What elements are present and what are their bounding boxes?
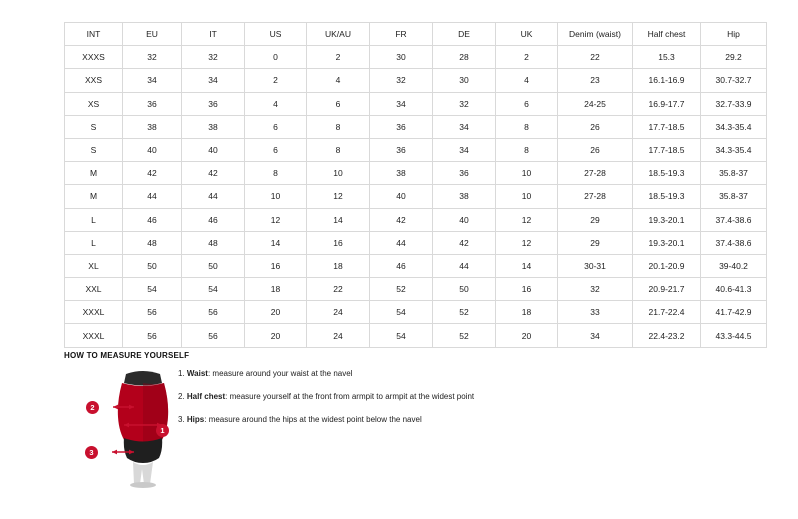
table-cell: 29 — [558, 208, 633, 231]
table-cell: 8 — [307, 115, 370, 138]
table-cell: 17.7-18.5 — [633, 138, 701, 161]
table-cell: 34 — [433, 115, 496, 138]
table-cell: 18 — [245, 278, 307, 301]
table-cell: 56 — [123, 301, 182, 324]
table-cell: 12 — [496, 208, 558, 231]
table-cell: 30 — [370, 46, 433, 69]
table-cell: 22 — [307, 278, 370, 301]
table-cell: 24 — [307, 301, 370, 324]
table-cell: 37.4-38.6 — [701, 231, 767, 254]
table-cell: 54 — [123, 278, 182, 301]
table-cell: 29 — [558, 231, 633, 254]
table-cell: 42 — [123, 162, 182, 185]
table-cell: 22.4-23.2 — [633, 324, 701, 347]
table-cell: 52 — [433, 301, 496, 324]
table-cell: 34 — [433, 138, 496, 161]
cell-size-label: S — [65, 138, 123, 161]
table-row — [65, 278, 767, 301]
table-cell: 10 — [496, 162, 558, 185]
table-row — [65, 231, 767, 254]
table-cell: 26 — [558, 115, 633, 138]
list-item — [178, 391, 578, 403]
table-cell: 20.9-21.7 — [633, 278, 701, 301]
table-cell: 34 — [182, 69, 245, 92]
table-cell: 54 — [182, 278, 245, 301]
table-cell: 40.6-41.3 — [701, 278, 767, 301]
table-cell: 18 — [496, 301, 558, 324]
table-cell: 2 — [245, 69, 307, 92]
note-number-1: 1. — [178, 369, 185, 378]
table-cell: 36 — [182, 92, 245, 115]
table-cell: 30-31 — [558, 254, 633, 277]
table-row — [65, 69, 767, 92]
table-row — [65, 185, 767, 208]
table-cell: 36 — [370, 115, 433, 138]
note-term-half-chest: Half chest — [186, 392, 226, 401]
size-chart-head — [65, 23, 767, 46]
table-cell: 43.3-44.5 — [701, 324, 767, 347]
column-header-it: IT — [182, 23, 245, 46]
table-cell: 32 — [433, 92, 496, 115]
table-cell: 12 — [496, 231, 558, 254]
table-cell: 6 — [245, 138, 307, 161]
table-cell: 16 — [307, 231, 370, 254]
table-cell: 40 — [123, 138, 182, 161]
table-cell: 38 — [433, 185, 496, 208]
table-cell: 29.2 — [701, 46, 767, 69]
table-cell: 32 — [182, 46, 245, 69]
note-term-hips: Hips — [186, 415, 205, 424]
table-cell: 0 — [245, 46, 307, 69]
cell-size-label: XXS — [65, 69, 123, 92]
table-cell: 20.1-20.9 — [633, 254, 701, 277]
note-number-2: 2. — [178, 392, 185, 401]
table-cell: 8 — [307, 138, 370, 161]
cell-size-label: XS — [65, 92, 123, 115]
table-cell: 54 — [370, 324, 433, 347]
table-row — [65, 208, 767, 231]
table-cell: 44 — [370, 231, 433, 254]
table-cell: 41.7-42.9 — [701, 301, 767, 324]
note-number-3: 3. — [178, 415, 185, 424]
table-cell: 38 — [123, 115, 182, 138]
cell-size-label: XXXL — [65, 301, 123, 324]
table-row — [65, 301, 767, 324]
table-cell: 8 — [496, 138, 558, 161]
table-cell: 32.7-33.9 — [701, 92, 767, 115]
table-row — [65, 324, 767, 347]
column-header-de: DE — [433, 23, 496, 46]
table-cell: 56 — [182, 301, 245, 324]
column-header-fr: FR — [370, 23, 433, 46]
table-cell: 27-28 — [558, 162, 633, 185]
table-cell: 4 — [496, 69, 558, 92]
column-header-eu: EU — [123, 23, 182, 46]
table-cell: 32 — [558, 278, 633, 301]
table-cell: 44 — [182, 185, 245, 208]
size-chart-table — [64, 22, 767, 348]
table-cell: 2 — [307, 46, 370, 69]
table-cell: 21.7-22.4 — [633, 301, 701, 324]
table-cell: 44 — [123, 185, 182, 208]
table-row — [65, 254, 767, 277]
table-cell: 10 — [496, 185, 558, 208]
table-row — [65, 138, 767, 161]
table-cell: 44 — [433, 254, 496, 277]
table-cell: 17.7-18.5 — [633, 115, 701, 138]
table-cell: 16.1-16.9 — [633, 69, 701, 92]
table-header-row — [65, 23, 767, 46]
table-cell: 23 — [558, 69, 633, 92]
table-cell: 34 — [558, 324, 633, 347]
table-cell: 40 — [182, 138, 245, 161]
table-cell: 48 — [123, 231, 182, 254]
column-header-half-chest: Half chest — [633, 23, 701, 46]
table-cell: 52 — [433, 324, 496, 347]
table-row — [65, 46, 767, 69]
table-cell: 36 — [433, 162, 496, 185]
table-row — [65, 162, 767, 185]
table-cell: 15.3 — [633, 46, 701, 69]
table-cell: 40 — [433, 208, 496, 231]
cell-size-label: M — [65, 162, 123, 185]
table-cell: 42 — [433, 231, 496, 254]
table-cell: 36 — [370, 138, 433, 161]
table-cell: 42 — [370, 208, 433, 231]
table-cell: 50 — [123, 254, 182, 277]
table-cell: 32 — [370, 69, 433, 92]
table-cell: 52 — [370, 278, 433, 301]
cell-size-label: XL — [65, 254, 123, 277]
table-cell: 34 — [123, 69, 182, 92]
table-cell: 34.3-35.4 — [701, 115, 767, 138]
table-cell: 50 — [182, 254, 245, 277]
note-text-hips: : measure around the hips at the widest point below the navel — [204, 415, 422, 424]
table-cell: 35.8-37 — [701, 162, 767, 185]
table-cell: 35.8-37 — [701, 185, 767, 208]
table-cell: 2 — [496, 46, 558, 69]
table-row — [65, 115, 767, 138]
cell-size-label: XXXS — [65, 46, 123, 69]
table-cell: 37.4-38.6 — [701, 208, 767, 231]
cell-size-label: XXL — [65, 278, 123, 301]
table-cell: 32 — [123, 46, 182, 69]
table-cell: 48 — [182, 231, 245, 254]
column-header-uk: UK — [496, 23, 558, 46]
table-cell: 27-28 — [558, 185, 633, 208]
table-cell: 56 — [182, 324, 245, 347]
table-cell: 38 — [370, 162, 433, 185]
table-cell: 14 — [496, 254, 558, 277]
table-cell: 42 — [182, 162, 245, 185]
cell-size-label: L — [65, 231, 123, 254]
size-chart-body — [65, 46, 767, 347]
column-header-denim-waist: Denim (waist) — [558, 23, 633, 46]
table-cell: 24-25 — [558, 92, 633, 115]
measure-badge-2: 2 — [86, 401, 99, 414]
table-cell: 50 — [433, 278, 496, 301]
cell-size-label: S — [65, 115, 123, 138]
table-cell: 33 — [558, 301, 633, 324]
table-cell: 54 — [370, 301, 433, 324]
table-cell: 38 — [182, 115, 245, 138]
table-cell: 10 — [245, 185, 307, 208]
table-cell: 12 — [245, 208, 307, 231]
table-cell: 14 — [245, 231, 307, 254]
how-to-measure-title: HOW TO MEASURE YOURSELF — [64, 351, 190, 360]
table-cell: 6 — [496, 92, 558, 115]
table-cell: 14 — [307, 208, 370, 231]
note-term-waist: Waist — [186, 369, 208, 378]
table-cell: 46 — [123, 208, 182, 231]
table-cell: 46 — [370, 254, 433, 277]
table-cell: 10 — [307, 162, 370, 185]
note-text-half-chest: : measure yourself at the front from armpit to armpit at the widest point — [225, 392, 475, 401]
table-cell: 24 — [307, 324, 370, 347]
table-cell: 46 — [182, 208, 245, 231]
table-cell: 34 — [370, 92, 433, 115]
table-cell: 20 — [245, 324, 307, 347]
table-cell: 30.7-32.7 — [701, 69, 767, 92]
table-cell: 34.3-35.4 — [701, 138, 767, 161]
table-cell: 18 — [307, 254, 370, 277]
table-cell: 19.3-20.1 — [633, 208, 701, 231]
cell-size-label: M — [65, 185, 123, 208]
table-cell: 20 — [496, 324, 558, 347]
table-cell: 26 — [558, 138, 633, 161]
cell-size-label: L — [65, 208, 123, 231]
list-item — [178, 368, 578, 380]
column-header-us: US — [245, 23, 307, 46]
table-cell: 30 — [433, 69, 496, 92]
table-cell: 16 — [496, 278, 558, 301]
table-cell: 19.3-20.1 — [633, 231, 701, 254]
table-cell: 4 — [245, 92, 307, 115]
table-cell: 56 — [123, 324, 182, 347]
table-cell: 39-40.2 — [701, 254, 767, 277]
table-cell: 18.5-19.3 — [633, 185, 701, 208]
measure-badge-3: 3 — [85, 446, 98, 459]
table-cell: 6 — [307, 92, 370, 115]
table-cell: 8 — [245, 162, 307, 185]
measure-badge-1: 1 — [156, 424, 169, 437]
table-cell: 36 — [123, 92, 182, 115]
note-text-waist: : measure around your waist at the navel — [207, 369, 353, 378]
table-row — [65, 92, 767, 115]
column-header-int: INT — [65, 23, 123, 46]
table-cell: 12 — [307, 185, 370, 208]
table-cell: 16 — [245, 254, 307, 277]
table-cell: 18.5-19.3 — [633, 162, 701, 185]
table-cell: 8 — [496, 115, 558, 138]
table-cell: 20 — [245, 301, 307, 324]
table-cell: 16.9-17.7 — [633, 92, 701, 115]
table-cell: 40 — [370, 185, 433, 208]
size-chart-container — [64, 22, 752, 348]
measure-instructions — [178, 368, 578, 437]
table-cell: 4 — [307, 69, 370, 92]
table-cell: 28 — [433, 46, 496, 69]
list-item — [178, 414, 578, 426]
column-header-uk-au: UK/AU — [307, 23, 370, 46]
table-cell: 6 — [245, 115, 307, 138]
column-header-hip: Hip — [701, 23, 767, 46]
cell-size-label: XXXL — [65, 324, 123, 347]
table-cell: 22 — [558, 46, 633, 69]
